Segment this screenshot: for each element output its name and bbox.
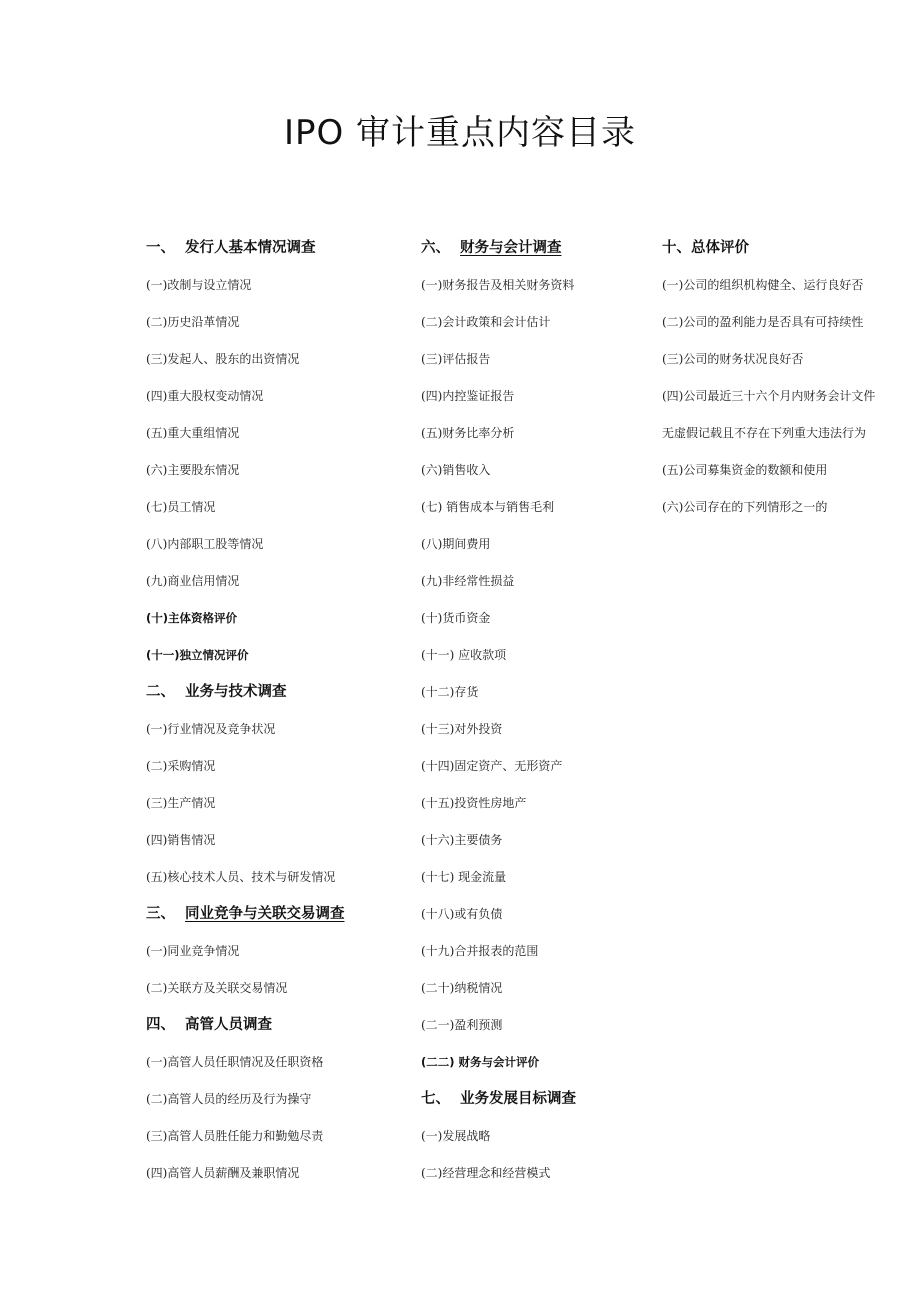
toc-item: (四)销售情况 [146, 833, 216, 847]
toc-item-bold: (十)主体资格评价 [146, 611, 238, 625]
toc-item: (十四)固定资产、无形资产 [421, 759, 563, 773]
toc-item: (十二)存货 [421, 685, 479, 699]
document-title: IPO 审计重点内容目录 [283, 113, 637, 153]
toc-item: (六)主要股东情况 [146, 463, 240, 477]
toc-item: (三)公司的财务状况良好否 [662, 352, 804, 366]
toc-item: (七)员工情况 [146, 500, 216, 514]
toc-item: (七) 销售成本与销售毛利 [421, 500, 555, 514]
toc-item: (十)货币资金 [421, 611, 491, 625]
toc-item: (六)销售收入 [421, 463, 491, 477]
toc-column-1 [146, 230, 406, 1192]
toc-item: (三)发起人、股东的出资情况 [146, 352, 300, 366]
toc-item: 无虚假记载且不存在下列重大违法行为 [662, 426, 867, 440]
toc-item: (五)公司募集资金的数额和使用 [662, 463, 828, 477]
toc-item: (九)非经常性损益 [421, 574, 515, 588]
toc-item: (三)生产情况 [146, 796, 216, 810]
section-title: 发行人基本情况调查 [185, 240, 316, 256]
section-heading [146, 230, 406, 267]
section-heading [146, 674, 406, 711]
toc-item: (五)财务比率分析 [421, 426, 515, 440]
section-heading [421, 1081, 646, 1118]
section-number: 七、 [421, 1091, 450, 1107]
toc-item: (十九)合并报表的范围 [421, 944, 539, 958]
section-heading [146, 896, 406, 933]
toc-item: (二)历史沿革情况 [146, 315, 240, 329]
toc-item: (三)评估报告 [421, 352, 491, 366]
toc-item: (十六)主要债务 [421, 833, 503, 847]
section-number: 四、 [146, 1017, 175, 1033]
toc-item-bold: (二二) 财务与会计评价 [421, 1055, 540, 1069]
toc-item: (一)公司的组织机构健全、运行良好否 [662, 278, 864, 292]
toc-item: (二一)盈利预测 [421, 1018, 503, 1032]
toc-item: (一)同业竞争情况 [146, 944, 240, 958]
toc-item: (二)采购情况 [146, 759, 216, 773]
section-title: 同业竞争与关联交易调查 [185, 906, 345, 922]
section-title: 十、总体评价 [662, 240, 749, 256]
toc-item: (四)重大股权变动情况 [146, 389, 264, 403]
toc-item: (五)核心技术人员、技术与研发情况 [146, 870, 336, 884]
toc-item: (一)财务报告及相关财务资料 [421, 278, 575, 292]
toc-column-3 [662, 230, 912, 526]
toc-item: (一)发展战略 [421, 1129, 491, 1143]
toc-item: (八)内部职工股等情况 [146, 537, 264, 551]
toc-item: (二)关联方及关联交易情况 [146, 981, 288, 995]
section-heading [421, 230, 646, 267]
section-heading [146, 1007, 406, 1044]
toc-item: (十一) 应收款项 [421, 648, 507, 662]
section-heading [662, 230, 912, 267]
section-number: 六、 [421, 240, 450, 256]
toc-item: (八)期间费用 [421, 537, 491, 551]
toc-item: (三)高管人员胜任能力和勤勉尽责 [146, 1129, 324, 1143]
section-number: 二、 [146, 684, 175, 700]
section-title: 财务与会计调查 [460, 240, 562, 256]
section-title: 业务与技术调查 [185, 684, 287, 700]
toc-item: (二十)纳税情况 [421, 981, 503, 995]
toc-item: (二)高管人员的经历及行为操守 [146, 1092, 312, 1106]
toc-item: (四)公司最近三十六个月内财务会计文件 [662, 389, 876, 403]
toc-item: (二)经营理念和经营模式 [421, 1166, 551, 1180]
section-title: 高管人员调查 [185, 1017, 272, 1033]
toc-item: (十七) 现金流量 [421, 870, 507, 884]
toc-item: (五)重大重组情况 [146, 426, 240, 440]
toc-item: (十三)对外投资 [421, 722, 503, 736]
toc-item: (一)行业情况及竞争状况 [146, 722, 276, 736]
section-number: 三、 [146, 906, 175, 922]
toc-item: (六)公司存在的下列情形之一的 [662, 500, 828, 514]
section-title: 业务发展目标调查 [460, 1091, 576, 1107]
toc-item: (十八)或有负债 [421, 907, 503, 921]
toc-item: (二)会计政策和会计估计 [421, 315, 551, 329]
toc-item: (一)高管人员任职情况及任职资格 [146, 1055, 324, 1069]
toc-item: (一)改制与设立情况 [146, 278, 252, 292]
toc-item: (二)公司的盈利能力是否具有可持续性 [662, 315, 864, 329]
toc-item: (四)内控鉴证报告 [421, 389, 515, 403]
toc-item-bold: (十一)独立情况评价 [146, 648, 249, 662]
section-number: 一、 [146, 240, 175, 256]
toc-item: (四)高管人员薪酬及兼职情况 [146, 1166, 300, 1180]
toc-item: (九)商业信用情况 [146, 574, 240, 588]
toc-item: (十五)投资性房地产 [421, 796, 527, 810]
toc-column-2 [421, 230, 646, 1192]
